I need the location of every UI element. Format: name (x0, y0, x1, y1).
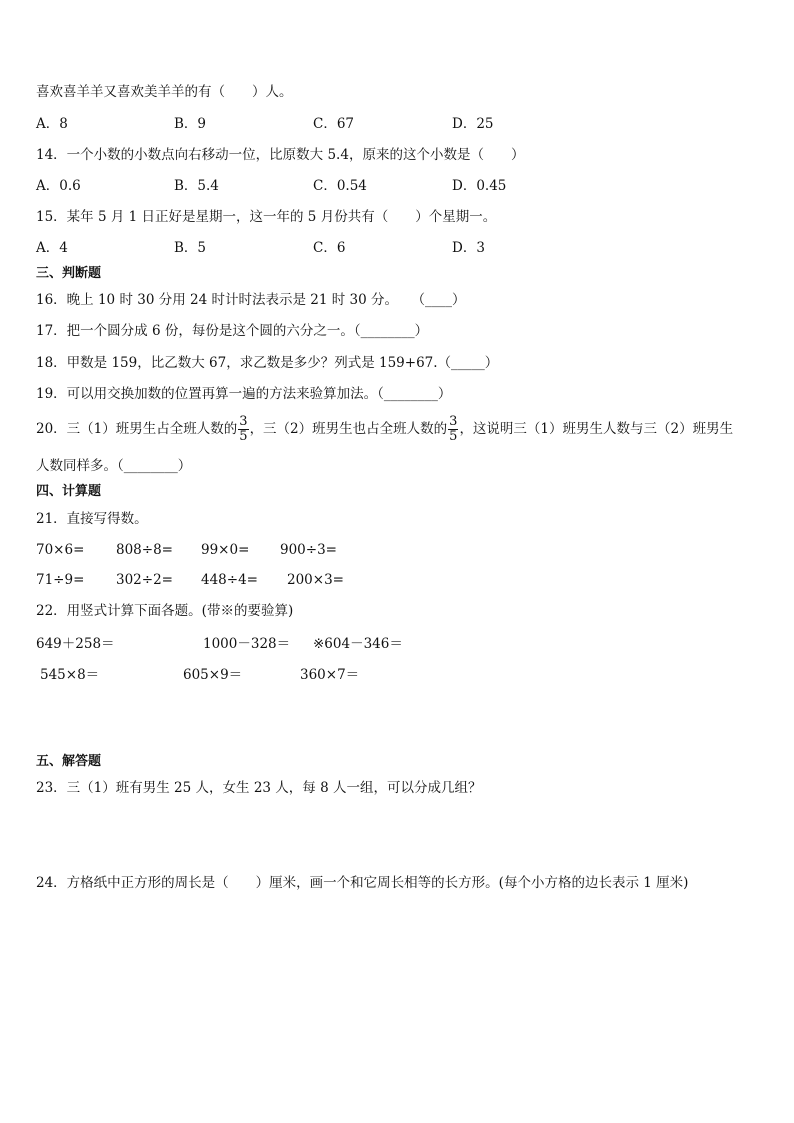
option-b: B．5 (174, 240, 207, 256)
option-d: D．0.45 (452, 178, 507, 194)
question-19: 19．可以用交换加数的位置再算一遍的方法来验算加法。（________） (36, 386, 452, 402)
option-a: A．0.6 (36, 178, 81, 194)
section-4-heading: 四、计算题 (36, 484, 102, 499)
question-24: 24．方格纸中正方形的周长是（ ）厘米，画一个和它周长相等的长方形。(每个小方格的边长表示 1 厘米) (36, 875, 689, 891)
option-a: A．8 (36, 116, 68, 132)
vertical-calc-item: 545×8＝ (40, 667, 100, 683)
option-c: C．67 (313, 116, 355, 132)
section-5-heading: 五、解答题 (36, 754, 102, 769)
calc-item: 70×6= (36, 542, 85, 558)
vertical-calc-item: 1000－328＝ (203, 636, 291, 652)
vertical-calc-item: 605×9＝ (183, 667, 243, 683)
calc-item: 200×3= (287, 572, 344, 588)
vertical-calc-item: 360×7＝ (300, 667, 360, 683)
fraction-denominator: 5 (239, 429, 248, 444)
fraction-denominator: 5 (449, 429, 458, 444)
fraction-three-fifths (238, 415, 248, 444)
question-13-tail: 喜欢喜羊羊又喜欢美羊羊的有（ ）人。 (36, 84, 293, 100)
calc-item: 99×0= (201, 542, 250, 558)
vertical-calc-item: 649＋258＝ (36, 636, 115, 652)
question-22: 22．用竖式计算下面各题。(带※的要验算) (36, 603, 294, 619)
calc-item: 302÷2= (116, 572, 173, 588)
calc-item: 448÷4= (201, 572, 258, 588)
q20-text-3: ，这说明三（1）班男生人数与三（2）班男生 (459, 421, 734, 437)
question-18: 18．甲数是 159，比乙数大 67，求乙数是多少？列式是 159+67.（_____） (36, 355, 499, 371)
option-b: B．5.4 (174, 178, 219, 194)
question-20-line-2: 人数同样多。（________） (36, 458, 192, 474)
option-d: D．25 (452, 116, 494, 132)
question-15: 15．某年 5 月 1 日正好是星期一，这一年的 5 月份共有（ ）个星期一。 (36, 209, 497, 225)
question-23: 23．三（1）班有男生 25 人，女生 23 人，每 8 人一组，可以分成几组？ (36, 780, 482, 796)
calc-item: 71÷9= (36, 572, 85, 588)
question-17: 17．把一个圆分成 6 份，每份是这个圆的六分之一。（________） (36, 323, 429, 339)
q20-text-2: ，三（2）班男生也占全班人数的 (249, 421, 448, 437)
section-3-heading: 三、判断题 (36, 266, 102, 281)
option-a: A．4 (36, 240, 68, 256)
vertical-calc-item: ※604－346＝ (313, 636, 403, 652)
option-c: C．6 (313, 240, 346, 256)
fraction-numerator: 3 (239, 414, 248, 429)
option-b: B．9 (174, 116, 207, 132)
fraction-numerator: 3 (449, 414, 458, 429)
calc-item: 808÷8= (116, 542, 173, 558)
calc-item: 900÷3= (280, 542, 337, 558)
question-14: 14．一个小数的小数点向右移动一位，比原数大 5.4，原来的这个小数是（ ） (36, 147, 525, 163)
option-d: D．3 (452, 240, 485, 256)
option-c: C．0.54 (313, 178, 367, 194)
fraction-three-fifths (448, 415, 458, 444)
q20-text-1: 20．三（1）班男生占全班人数的 (36, 421, 238, 437)
question-16: 16．晚上 10 时 30 分用 24 时计时法表示是 21 时 30 分。 （____） (36, 292, 466, 308)
question-20 (36, 414, 733, 444)
question-21: 21．直接写得数。 (36, 511, 148, 527)
